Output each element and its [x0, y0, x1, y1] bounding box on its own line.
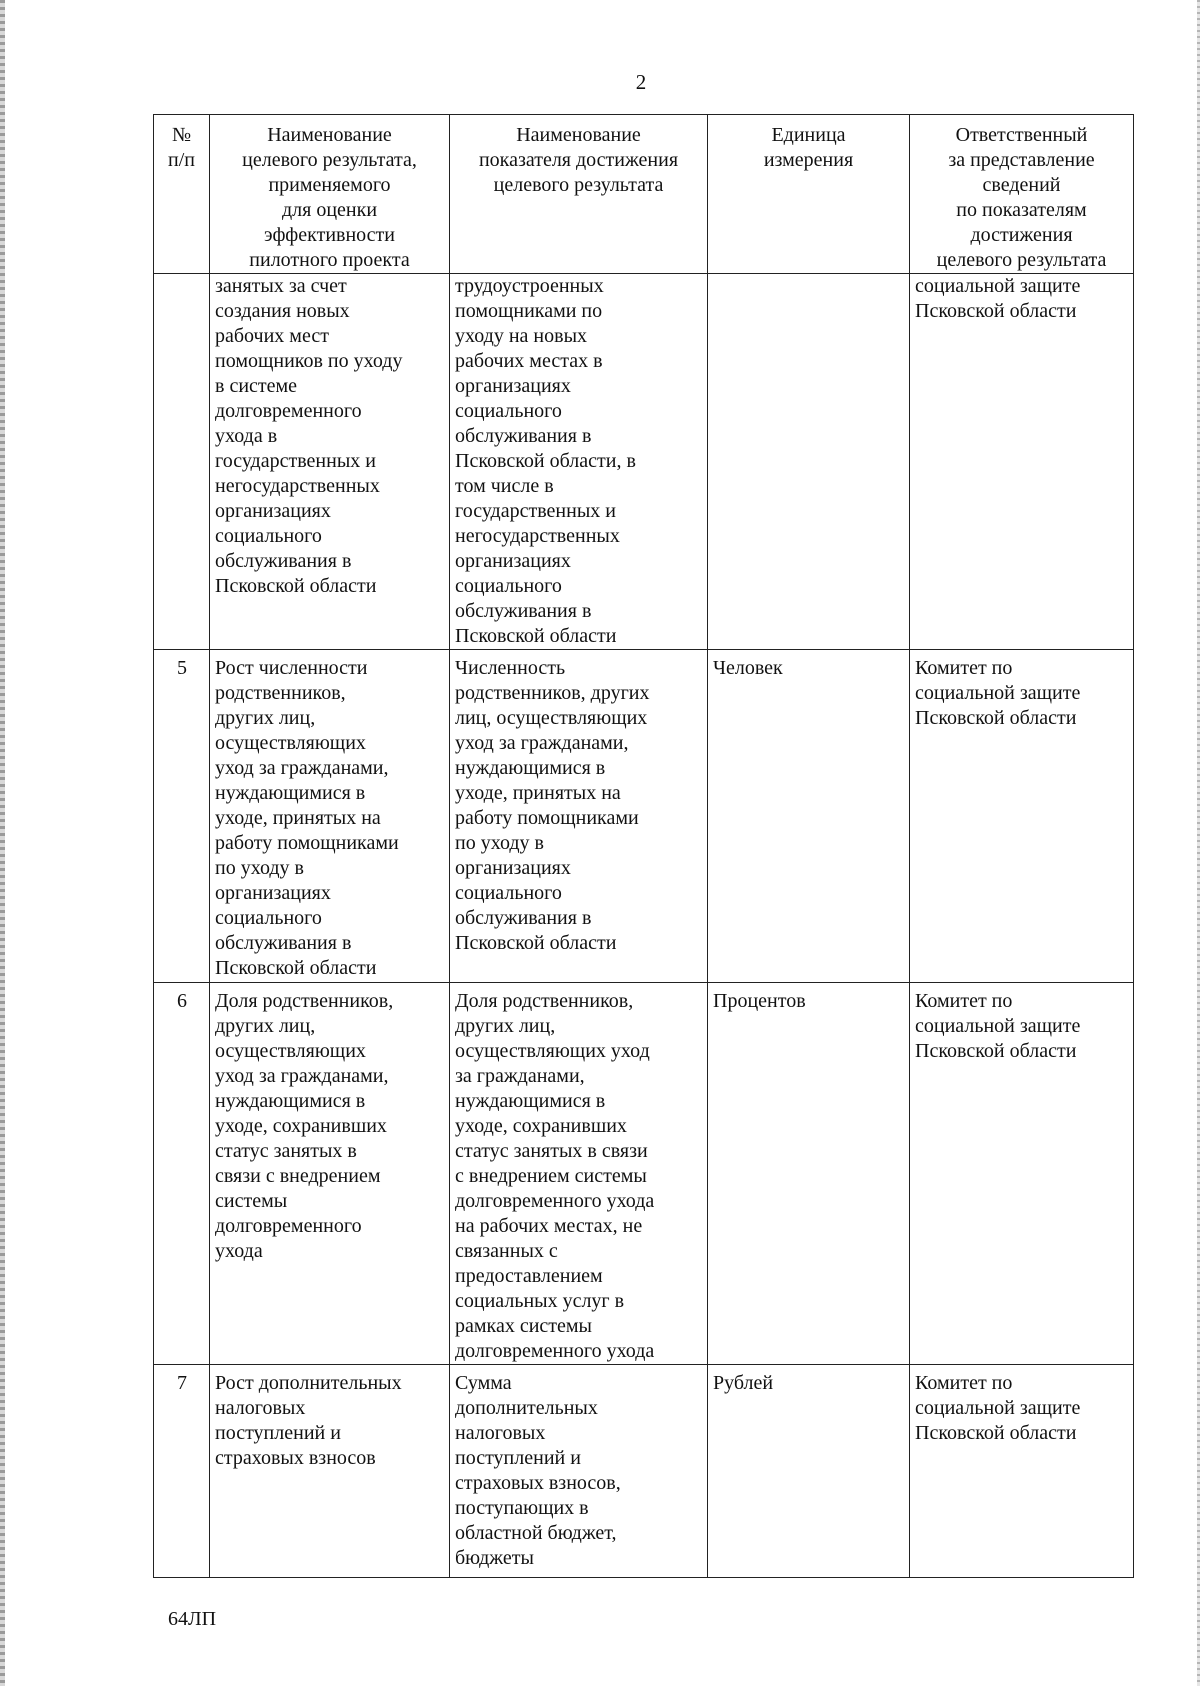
- row-indicator: Доля родственников, других лиц, осуществляющих уход за гражданами, нуждающимися в уходе, сохранивших статус занятых в связи с внедрением системы долговременного ухода на рабочих местах, не связанных с предоставлением социальных услуг в рамках системы долговременного ухода: [450, 983, 708, 1365]
- row-unit: Рублей: [708, 1365, 910, 1578]
- row-result: Рост численности родственников, других лиц, осуществляющих уход за гражданами, нуждающимися в уходе, принятых на работу помощниками по уходу в организациях социального обслуживания в Псковской области: [210, 650, 450, 983]
- table-row: [154, 983, 1134, 1365]
- header-unit: Единица измерения: [708, 115, 910, 274]
- row-number: [154, 274, 210, 650]
- row-responsible: социальной защите Псковской области: [910, 274, 1134, 650]
- row-result: занятых за счет создания новых рабочих мест помощников по уходу в системе долговременного ухода в государственных и негосударственных организациях социального обслуживания в Псковской области: [210, 274, 450, 650]
- row-result: Рост дополнительных налоговых поступлений и страховых взносов: [210, 1365, 450, 1578]
- table-row: [154, 274, 1134, 650]
- row-responsible: Комитет по социальной защите Псковской области: [910, 1365, 1134, 1578]
- header-responsible: Ответственный за представление сведений по показателям достижения целевого результата: [910, 115, 1134, 274]
- row-unit: Процентов: [708, 983, 910, 1365]
- page-number: 2: [635, 70, 647, 94]
- table-row: [154, 1365, 1134, 1578]
- row-indicator: Численность родственников, других лиц, осуществляющих уход за гражданами, нуждающимися в уходе, принятых на работу помощниками по уходу в организациях социального обслуживания в Псковской области: [450, 650, 708, 983]
- table-row: [154, 650, 1134, 983]
- document-code: 64ЛП: [168, 1608, 217, 1630]
- row-number: 7: [154, 1365, 210, 1578]
- row-number: 5: [154, 650, 210, 983]
- header-indicator: Наименование показателя достижения целевого результата: [450, 115, 708, 274]
- row-unit: [708, 274, 910, 650]
- row-indicator: трудоустроенных помощниками по уходу на новых рабочих местах в организациях социального обслуживания в Псковской области, в том числе в государственных и негосударственных организациях социального обслуживания в Псковской области: [450, 274, 708, 650]
- header-number: № п/п: [154, 115, 210, 274]
- row-responsible: Комитет по социальной защите Псковской области: [910, 983, 1134, 1365]
- row-indicator: Сумма дополнительных налоговых поступлений и страховых взносов, поступающих в областной бюджет, бюджеты: [450, 1365, 708, 1578]
- indicators-table: [153, 114, 1134, 1578]
- row-responsible: Комитет по социальной защите Псковской области: [910, 650, 1134, 983]
- header-target-result: Наименование целевого результата, применяемого для оценки эффективности пилотного проекта: [210, 115, 450, 274]
- table-header-row: [154, 115, 1134, 274]
- row-number: 6: [154, 983, 210, 1365]
- row-result: Доля родственников, других лиц, осуществляющих уход за гражданами, нуждающимися в уходе, сохранивших статус занятых в связи с внедрением системы долговременного ухода: [210, 983, 450, 1365]
- scan-edge-left: [0, 0, 5, 1686]
- row-unit: Человек: [708, 650, 910, 983]
